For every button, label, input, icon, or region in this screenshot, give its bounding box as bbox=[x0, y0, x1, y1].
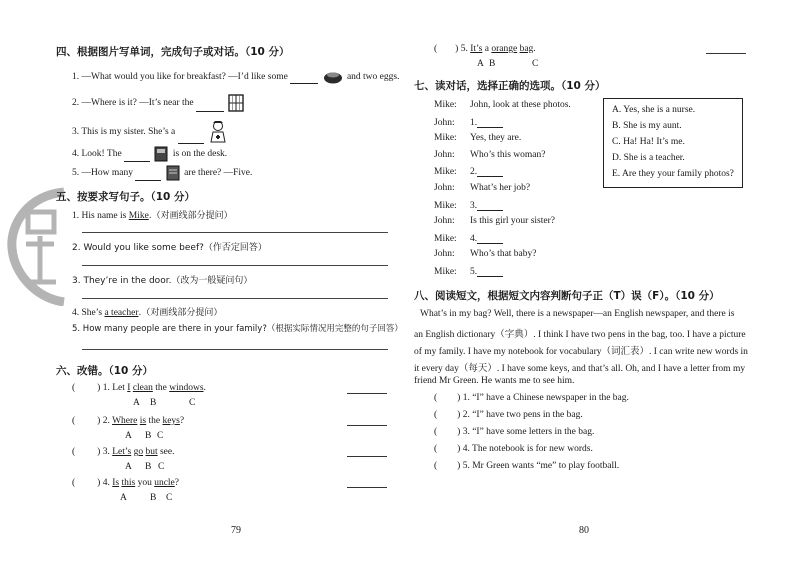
s6-5-letter-c: C bbox=[532, 59, 539, 69]
dialogue-text: 5. bbox=[470, 267, 478, 277]
passage-line-2: an English dictionary（字典）. I think I have two pens in the bag, too. I have a picture bbox=[414, 330, 746, 340]
answer-paren[interactable]: ( bbox=[434, 461, 438, 471]
statement-text: ) 2. “I” have two pens in the bag. bbox=[457, 410, 583, 420]
s6-4-A: Is bbox=[112, 478, 120, 488]
s4-item-4 bbox=[72, 146, 227, 162]
tf-statement bbox=[434, 444, 593, 454]
answer-paren[interactable]: ( bbox=[434, 427, 438, 437]
s4-item-1-post: and two eggs. bbox=[346, 72, 400, 83]
s6-1-part: Let bbox=[112, 383, 128, 393]
s6-item-1 bbox=[72, 383, 206, 393]
s5-item-4-post: .（对画线部分提问） bbox=[138, 308, 223, 318]
s6-4-letter-b: B bbox=[150, 493, 157, 503]
section7-title: 七、读对话，选择正确的选项。（10 分） bbox=[414, 80, 606, 92]
s6-3-letter-a: A bbox=[125, 462, 132, 472]
s6-paren-4[interactable]: ( bbox=[72, 478, 76, 488]
speaker-label: John: bbox=[434, 216, 455, 227]
nurse-icon bbox=[208, 120, 228, 144]
s6-1-letter-b: B bbox=[150, 398, 157, 408]
notebook-icon bbox=[166, 165, 180, 181]
s6-2-B: is bbox=[139, 416, 147, 426]
s6-3-letter-b: B bbox=[145, 462, 152, 472]
s6-1-C: windows bbox=[169, 383, 204, 393]
s6-3-part: see. bbox=[157, 447, 175, 457]
s6-5-B: orange bbox=[491, 44, 518, 54]
dialogue-line bbox=[434, 216, 555, 226]
tf-statement bbox=[434, 461, 619, 471]
s6-paren-1[interactable]: ( bbox=[72, 383, 76, 393]
s6-item-4-num: ) 4. bbox=[97, 478, 110, 488]
s6-2-part: ? bbox=[179, 416, 185, 426]
answer-blank[interactable] bbox=[477, 117, 503, 128]
dialogue-line bbox=[434, 150, 545, 160]
s6-correction-line-1[interactable] bbox=[347, 393, 387, 394]
s4-blank-4[interactable] bbox=[124, 161, 150, 162]
s5-item-5: 5. How many people are there in your family?（根据实际情况用完整的句子回答） bbox=[72, 324, 403, 334]
s6-correction-line-5[interactable] bbox=[706, 53, 746, 54]
dialogue-line bbox=[434, 133, 521, 143]
s6-3-A: Let’s bbox=[112, 447, 132, 457]
s6-4-C: uncle bbox=[154, 478, 175, 488]
answer-blank[interactable] bbox=[477, 233, 503, 244]
option-e: E. Are they your family photos? bbox=[612, 169, 734, 179]
passage-line-1: What’s in my bag? Well, there is a newspaper—an English newspaper, and there is bbox=[420, 309, 735, 319]
s5-answer-line-1[interactable] bbox=[82, 232, 388, 233]
answer-blank[interactable] bbox=[477, 200, 503, 211]
s6-paren-5[interactable]: ( bbox=[434, 44, 438, 54]
s6-item-2 bbox=[72, 416, 184, 426]
s6-3-C: but bbox=[145, 447, 158, 457]
s6-5-letter-b: B bbox=[489, 59, 496, 69]
s4-item-5 bbox=[72, 165, 252, 181]
dialogue-text: 1. bbox=[470, 117, 478, 128]
s5-item-1-pre: 1. His name is bbox=[72, 211, 129, 221]
dialogue-text: Is this girl your sister? bbox=[470, 216, 555, 227]
dialogue-text: 2. bbox=[470, 167, 478, 178]
speaker-label: Mike: bbox=[434, 233, 457, 244]
s6-5-part: a bbox=[482, 44, 492, 54]
dialogue-line bbox=[434, 183, 530, 193]
s6-4-part: ? bbox=[174, 478, 179, 488]
answer-paren[interactable]: ( bbox=[434, 393, 438, 403]
s6-3-B: go bbox=[133, 447, 144, 457]
option-a: A. Yes, she is a nurse. bbox=[612, 105, 696, 115]
dialogue-text: Yes, they are. bbox=[470, 133, 522, 144]
statement-text: ) 5. Mr Green wants “me” to play football. bbox=[457, 461, 620, 471]
dialogue-text: John, look at these photos. bbox=[470, 100, 571, 110]
tf-statement bbox=[434, 427, 594, 437]
s6-4-part: you bbox=[135, 478, 155, 488]
s6-2-part: the bbox=[146, 416, 163, 426]
s6-paren-3[interactable]: ( bbox=[72, 447, 76, 457]
s6-correction-line-4[interactable] bbox=[347, 487, 387, 488]
s6-item-5 bbox=[434, 44, 536, 54]
s6-3-letter-c: C bbox=[158, 462, 165, 472]
dialogue-text: 3. bbox=[470, 200, 478, 211]
right-page bbox=[400, 0, 800, 566]
s5-item-4 bbox=[72, 305, 222, 318]
s6-4-letter-a: A bbox=[120, 493, 127, 503]
s4-blank-1[interactable] bbox=[290, 83, 318, 84]
s6-item-3 bbox=[72, 447, 175, 457]
s6-1-letter-c: C bbox=[189, 398, 196, 408]
s6-item-4 bbox=[72, 478, 179, 488]
options-box bbox=[603, 98, 743, 188]
s6-item-5-num: ) 5. bbox=[455, 44, 468, 54]
s6-5-A: It’s bbox=[470, 44, 483, 54]
s6-4-B: this bbox=[121, 478, 136, 488]
s6-2-letter-b: B bbox=[145, 431, 152, 441]
speaker-label: John: bbox=[434, 249, 455, 260]
s4-item-1-text: 1. —What would you like for breakfast? —I’d like some bbox=[72, 72, 288, 83]
s6-2-letter-c: C bbox=[157, 431, 164, 441]
s5-answer-line-5[interactable] bbox=[82, 349, 388, 350]
s6-correction-line-3[interactable] bbox=[347, 456, 387, 457]
stamp-watermark bbox=[6, 186, 70, 306]
dialogue-line bbox=[434, 100, 571, 110]
answer-blank[interactable] bbox=[477, 266, 503, 277]
s4-item-1 bbox=[72, 70, 399, 84]
speaker-label: Mike: bbox=[434, 167, 457, 178]
section6-title: 六、改错。（10 分） bbox=[56, 365, 154, 377]
tf-statement bbox=[434, 393, 629, 403]
s4-item-3 bbox=[72, 120, 230, 144]
s6-1-A: I bbox=[127, 383, 131, 393]
speaker-label: John: bbox=[434, 149, 455, 160]
speaker-label: Mike: bbox=[434, 133, 457, 144]
speaker-label: John: bbox=[434, 117, 455, 128]
s6-1-part: the bbox=[152, 383, 170, 393]
s4-item-2-text: 2. —Where is it? —It’s near the bbox=[72, 98, 194, 109]
s4-blank-2[interactable] bbox=[196, 111, 224, 112]
dialogue-text: 4. bbox=[470, 233, 478, 244]
speaker-label: John: bbox=[434, 183, 455, 193]
statement-text: ) 1. “I” have a Chinese newspaper in the bag. bbox=[457, 393, 629, 403]
section4-title: 四、根据图片写单词，完成句子或对话。（10 分） bbox=[56, 46, 290, 58]
section8-title: 八、阅读短文，根据短文内容判断句子正（T）误（F）。（10 分） bbox=[414, 290, 720, 302]
s5-answer-line-2[interactable] bbox=[82, 265, 388, 266]
s6-paren-2[interactable]: ( bbox=[72, 416, 76, 426]
answer-paren[interactable]: ( bbox=[434, 444, 438, 454]
passage-line-4: it every day（每天）. I have some keys, and that’s all. Oh, and I have a letter from my bbox=[414, 364, 746, 374]
s4-item-2 bbox=[72, 94, 246, 112]
s5-item-2: 2. Would you like some beef?（作否定回答） bbox=[72, 243, 267, 253]
dialogue-text: Who’s this woman? bbox=[470, 149, 546, 160]
s6-correction-line-2[interactable] bbox=[347, 425, 387, 426]
s5-item-3: 3. They’re in the door.（改为一般疑问句） bbox=[72, 276, 253, 286]
answer-paren[interactable]: ( bbox=[434, 410, 438, 420]
window-icon bbox=[228, 94, 244, 112]
page-number-right: 80 bbox=[579, 525, 589, 536]
s5-item-4-underlined: a teacher bbox=[104, 308, 139, 318]
dialogue-line bbox=[434, 266, 503, 277]
answer-blank[interactable] bbox=[477, 166, 503, 177]
section5-title: 五、按要求写句子。（10 分） bbox=[56, 191, 196, 203]
bread-bowl-icon bbox=[323, 70, 343, 84]
s6-1-B: clean bbox=[132, 383, 153, 393]
s6-2-letter-a: A bbox=[125, 431, 132, 441]
dialogue-line bbox=[434, 200, 503, 211]
dialogue-text: Who’s that baby? bbox=[470, 249, 537, 260]
passage-line-5: friend Mr Green. He wants me to see him. bbox=[414, 376, 575, 386]
option-b: B. She is my aunt. bbox=[612, 121, 682, 131]
s6-5-letter-a: A bbox=[477, 59, 484, 69]
s6-item-2-num: ) 2. bbox=[97, 416, 110, 426]
statement-text: ) 4. The notebook is for new words. bbox=[457, 444, 593, 454]
s4-blank-5[interactable] bbox=[135, 180, 161, 181]
s6-item-3-num: ) 3. bbox=[97, 447, 110, 457]
tf-statement bbox=[434, 410, 583, 420]
s5-item-4-pre: 4. She’s bbox=[72, 308, 105, 318]
s6-2-A: Where bbox=[112, 416, 138, 426]
book-icon bbox=[154, 146, 168, 162]
s4-item-5-post: are there? —Five. bbox=[184, 168, 253, 179]
s5-item-1 bbox=[72, 208, 233, 221]
dialogue-text: What’s her job? bbox=[470, 183, 531, 193]
s6-4-letter-c: C bbox=[166, 493, 173, 503]
option-d: D. She is a teacher. bbox=[612, 153, 685, 163]
dialogue-line bbox=[434, 166, 503, 177]
s5-item-1-post: .（对画线部分提问） bbox=[148, 211, 233, 221]
dialogue-line bbox=[434, 233, 503, 244]
page-number-left: 79 bbox=[231, 525, 241, 536]
s6-item-1-num: ) 1. bbox=[97, 383, 110, 393]
statement-text: ) 3. “I” have some letters in the bag. bbox=[457, 427, 595, 437]
s6-5-C: bag bbox=[519, 44, 534, 54]
speaker-label: Mike: bbox=[434, 200, 457, 211]
dialogue-line bbox=[434, 117, 503, 128]
s5-answer-line-3[interactable] bbox=[82, 298, 388, 299]
passage-line-3: of my family. I have my notebook for vocabulary（词汇表）. I can write new words in bbox=[414, 347, 748, 357]
s6-2-C: keys bbox=[162, 416, 180, 426]
s4-item-4-text: 4. Look! The bbox=[72, 149, 122, 160]
option-c: C. Ha! Ha! It’s me. bbox=[612, 137, 685, 147]
s4-item-4-post: is on the desk. bbox=[172, 149, 228, 160]
s5-item-1-underlined: Mike bbox=[128, 211, 149, 221]
dialogue-line bbox=[434, 249, 536, 259]
s6-5-tail: . bbox=[533, 44, 536, 54]
s6-1-part: . bbox=[203, 383, 206, 393]
speaker-label: Mike: bbox=[434, 100, 457, 110]
s4-item-5-text: 5. —How many bbox=[72, 168, 133, 179]
s6-1-letter-a: A bbox=[133, 398, 140, 408]
speaker-label: Mike: bbox=[434, 267, 457, 277]
s4-item-3-text: 3. This is my sister. She’s a bbox=[72, 127, 176, 138]
s4-blank-3[interactable] bbox=[178, 143, 204, 144]
